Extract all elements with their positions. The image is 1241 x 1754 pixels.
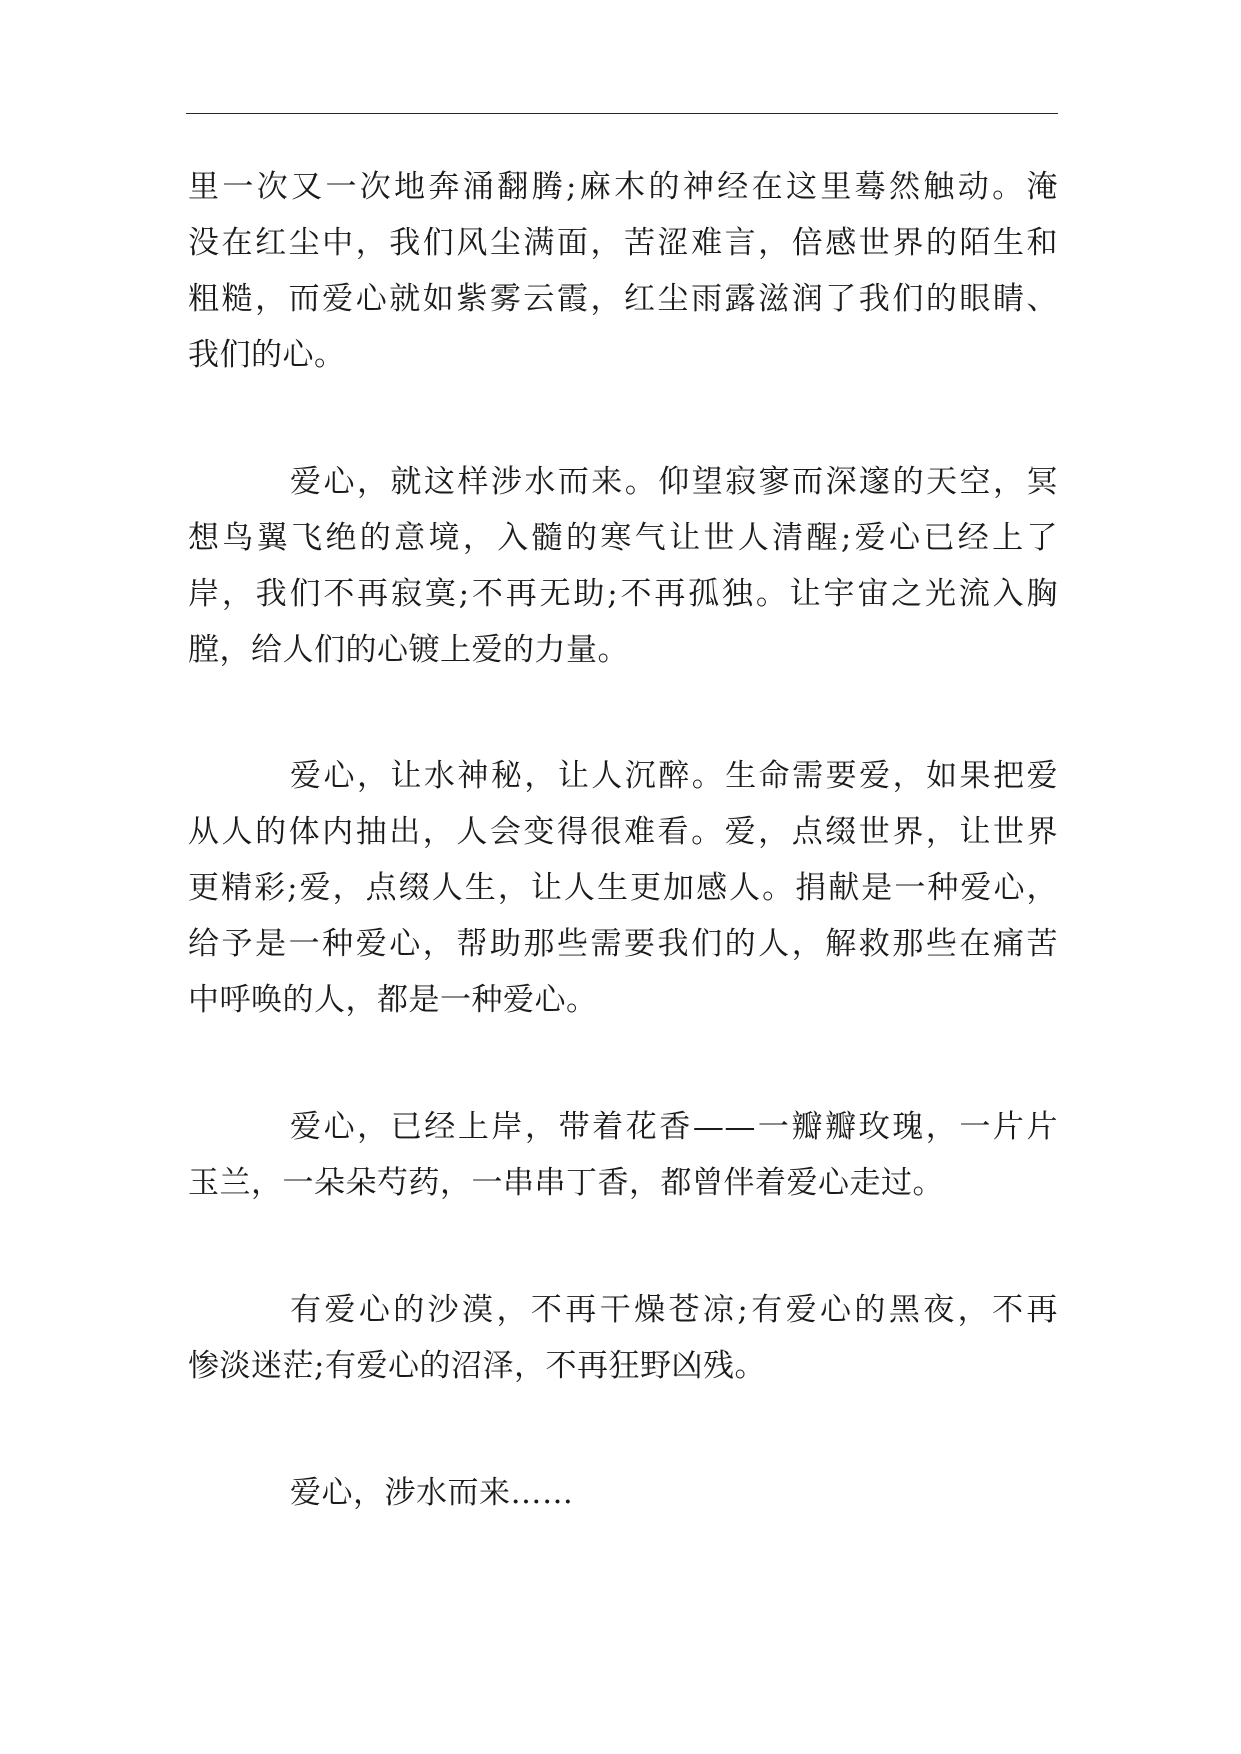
- paragraph-3-line-2: 从人的体内抽出，人会变得很难看。爱，点缀世界，让世界: [188, 814, 1058, 850]
- paragraph-4-line-1: 爱心，已经上岸，带着花香——一瓣瓣玫瑰，一片片: [290, 1109, 1058, 1145]
- paragraph-2-line-2: 想鸟翼飞绝的意境，入髓的寒气让世人清醒;爱心已经上了: [188, 520, 1058, 556]
- paragraph-5-line-2: 惨淡迷茫;有爱心的沼泽，不再狂野凶残。: [188, 1348, 766, 1384]
- paragraph-4-line-2: 玉兰，一朵朵芍药，一串串丁香，都曾伴着爱心走过。: [188, 1165, 944, 1201]
- paragraph-5-line-1: 有爱心的沙漠，不再干燥苍凉;有爱心的黑夜，不再: [290, 1292, 1058, 1328]
- paragraph-6-line-1: 爱心，涉水而来……: [290, 1475, 574, 1511]
- header-rule: [186, 113, 1058, 114]
- paragraph-1-line-2: 没在红尘中，我们风尘满面，苦涩难言，倍感世界的陌生和: [188, 225, 1058, 261]
- paragraph-2-line-1: 爱心，就这样涉水而来。仰望寂寥而深邃的天空，冥: [290, 464, 1058, 500]
- paragraph-2-line-3: 岸，我们不再寂寞;不再无助;不再孤独。让宇宙之光流入胸: [188, 576, 1058, 612]
- paragraph-3-line-5: 中呼唤的人，都是一种爱心。: [188, 982, 598, 1018]
- paragraph-3-line-4: 给予是一种爱心，帮助那些需要我们的人，解救那些在痛苦: [188, 926, 1058, 962]
- paragraph-1-line-4: 我们的心。: [188, 337, 346, 373]
- paragraph-2-line-4: 膛，给人们的心镀上爱的力量。: [188, 632, 629, 668]
- paragraph-1-line-1: 里一次又一次地奔涌翻腾;麻木的神经在这里蓦然触动。淹: [188, 169, 1058, 205]
- paragraph-1-line-3: 粗糙，而爱心就如紫雾云霞，红尘雨露滋润了我们的眼睛、: [188, 281, 1058, 317]
- paragraph-3-line-3: 更精彩;爱，点缀人生，让人生更加感人。捐献是一种爱心，: [188, 870, 1058, 906]
- paragraph-3-line-1: 爱心，让水神秘，让人沉醉。生命需要爱，如果把爱: [290, 758, 1058, 794]
